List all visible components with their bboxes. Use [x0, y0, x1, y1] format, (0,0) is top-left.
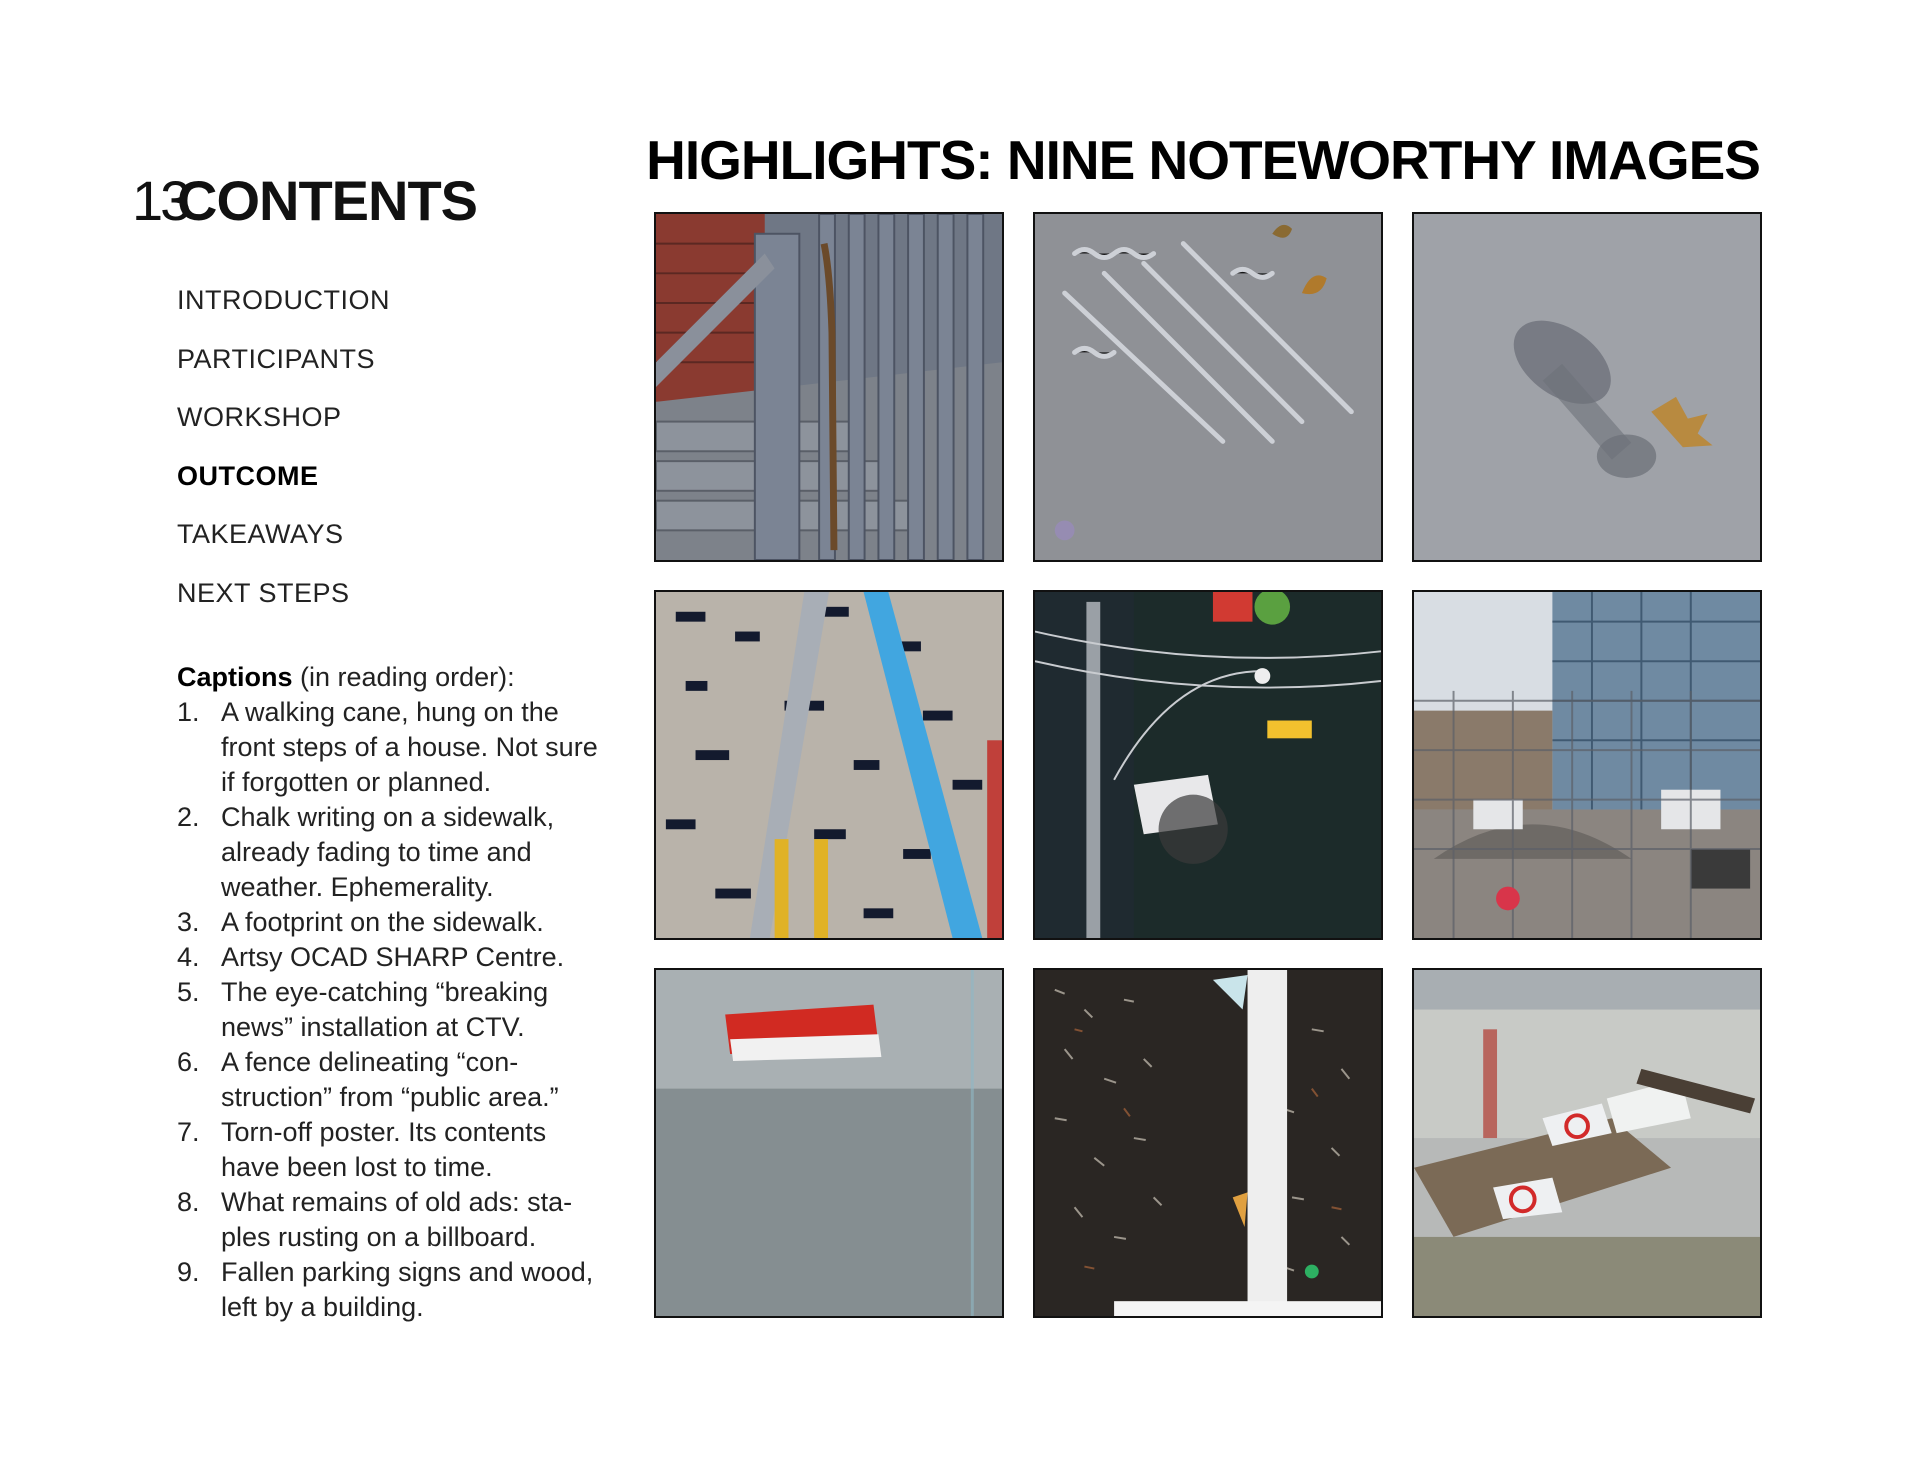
- nav-item-introduction[interactable]: INTRODUCTION: [177, 285, 390, 315]
- nav-item-takeaways[interactable]: TAKEAWAYS: [177, 519, 344, 549]
- caption-item: [177, 1045, 607, 1115]
- contents-title: CONTENTS: [177, 169, 477, 232]
- nav-item-next-steps[interactable]: NEXT STEPS: [177, 577, 350, 608]
- nav-item-participants[interactable]: PARTICIPANTS: [177, 343, 376, 374]
- caption-item: [177, 695, 607, 800]
- caption-text: What remains of old ads: sta-ples rusting on a billboard.: [221, 1187, 573, 1252]
- caption-item: [177, 1255, 607, 1325]
- captions-list: [177, 695, 607, 1325]
- caption-number: 1.: [177, 697, 200, 727]
- caption-item: [177, 905, 607, 940]
- nav-item-workshop[interactable]: WORKSHOP: [177, 402, 342, 432]
- caption-text: The eye-catching “breaking news” installation at CTV.: [221, 977, 549, 1042]
- caption-number: 6.: [177, 1047, 200, 1077]
- caption-number: 7.: [177, 1117, 200, 1147]
- captions-block: [177, 660, 607, 1325]
- page-headline: HIGHLIGHTS: NINE NOTEWORTHY IMAGES: [646, 129, 1760, 191]
- caption-number: 3.: [177, 907, 200, 937]
- captions-heading: [177, 660, 607, 695]
- caption-text: A walking cane, hung on the front steps of a house. Not sure if forgotten or planned.: [221, 697, 598, 797]
- caption-item: [177, 1185, 607, 1255]
- caption-text: Chalk writing on a sidewalk, already fading to time and weather. Ephemerality.: [221, 802, 555, 902]
- rusting-staples-photo[interactable]: [1033, 968, 1383, 1318]
- construction-fence-photo[interactable]: [1412, 590, 1762, 940]
- walking-cane-photo[interactable]: [654, 212, 1004, 562]
- photo-grid: [654, 212, 1762, 1318]
- caption-item: [177, 800, 607, 905]
- caption-number: 4.: [177, 942, 200, 972]
- chalk-writing-photo[interactable]: [1033, 212, 1383, 562]
- caption-number: 5.: [177, 977, 200, 1007]
- captions-heading-note: (in reading order):: [292, 662, 515, 692]
- caption-text: Torn-off poster. Its contents have been lost to time.: [221, 1117, 547, 1182]
- breaking-news-photo[interactable]: [1033, 590, 1383, 940]
- sharp-centre-photo[interactable]: [654, 590, 1004, 940]
- contents-nav: [177, 285, 390, 636]
- caption-text: A footprint on the sidewalk.: [221, 907, 544, 937]
- caption-text: A fence delineating “con-struction” from “public area.”: [221, 1047, 559, 1112]
- caption-item: [177, 1115, 607, 1185]
- page-number: 13: [132, 169, 189, 232]
- nav-item-outcome[interactable]: OUTCOME: [177, 460, 319, 491]
- caption-text: Artsy OCAD SHARP Centre.: [221, 942, 565, 972]
- footprint-photo[interactable]: [1412, 212, 1762, 562]
- caption-text: Fallen parking signs and wood, left by a building.: [221, 1257, 594, 1322]
- caption-number: 9.: [177, 1257, 200, 1287]
- captions-heading-label: Captions: [177, 662, 293, 692]
- fallen-signs-photo[interactable]: [1412, 968, 1762, 1318]
- caption-item: [177, 975, 607, 1045]
- torn-poster-photo[interactable]: [654, 968, 1004, 1318]
- caption-number: 2.: [177, 802, 200, 832]
- caption-item: [177, 940, 607, 975]
- caption-number: 8.: [177, 1187, 200, 1217]
